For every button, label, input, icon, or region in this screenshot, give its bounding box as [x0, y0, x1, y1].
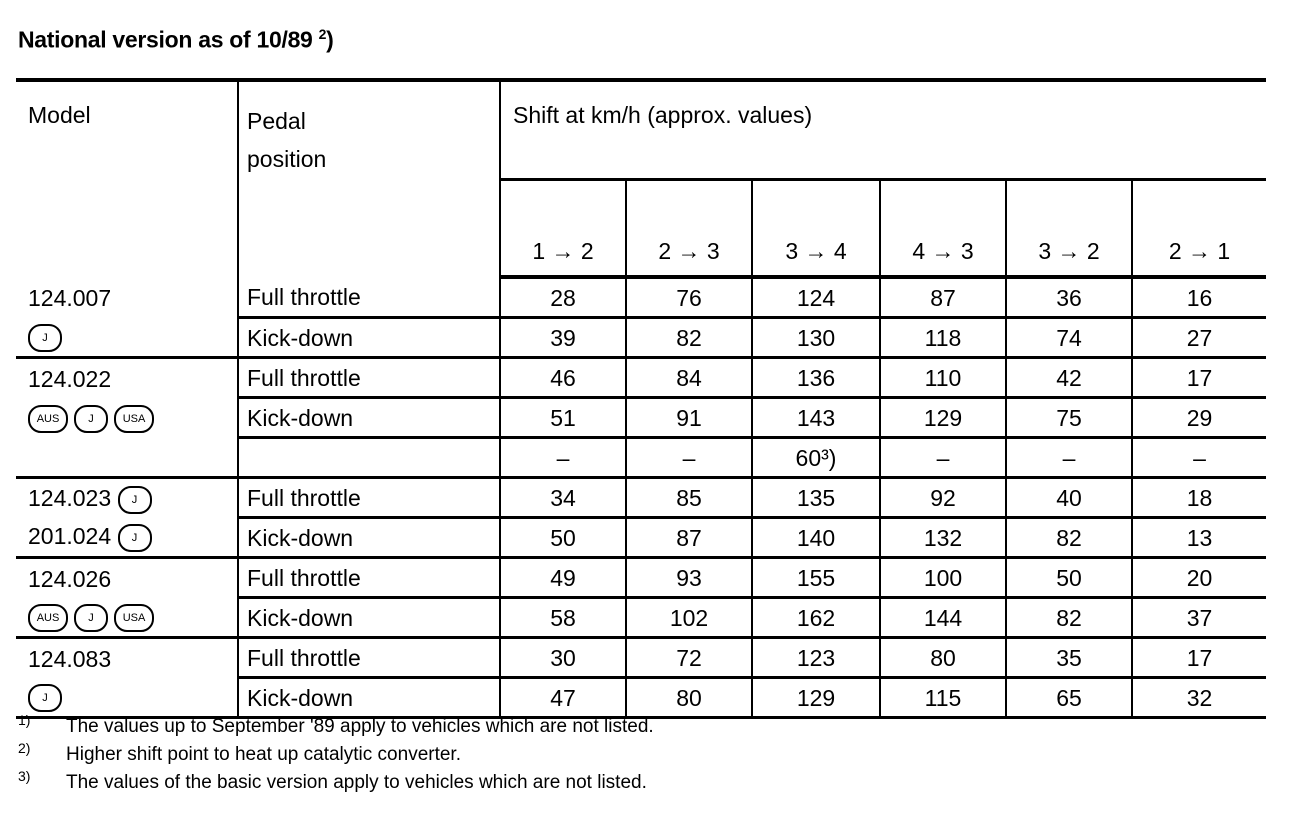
country-badge: AUS	[28, 405, 68, 433]
value-cell: 29	[1132, 398, 1266, 438]
value-cell: 47	[500, 678, 626, 718]
country-badge: J	[74, 604, 108, 632]
value-cell: 75	[1006, 398, 1132, 438]
header-shift-2-3: 2 → 3	[626, 180, 752, 278]
value-cell: 124	[752, 277, 880, 318]
value-cell: 123	[752, 638, 880, 678]
value-cell: 143	[752, 398, 880, 438]
value-cell: 42	[1006, 358, 1132, 398]
model-number: 124.083	[28, 645, 112, 672]
country-badge: J	[118, 524, 152, 552]
pedal-cell	[238, 438, 500, 478]
value-cell: 76	[626, 277, 752, 318]
value-cell: 136	[752, 358, 880, 398]
value-cell: 37	[1132, 598, 1266, 638]
value-cell: 80	[880, 638, 1006, 678]
value-cell: 115	[880, 678, 1006, 718]
table-row	[16, 638, 1266, 678]
value-cell: 155	[752, 558, 880, 598]
value-cell: 58	[500, 598, 626, 638]
value-cell: 13	[1132, 518, 1266, 558]
value-cell: 46	[500, 358, 626, 398]
header-shift: Shift at km/h (approx. values)	[500, 82, 1266, 180]
value-cell: 20	[1132, 558, 1266, 598]
value-cell: 17	[1132, 358, 1266, 398]
value-cell: 132	[880, 518, 1006, 558]
value-cell: 82	[626, 318, 752, 358]
value-cell: –	[1132, 438, 1266, 478]
value-cell: 60³)	[752, 438, 880, 478]
value-cell: 130	[752, 318, 880, 358]
header-shift-2-1: 2 → 1	[1132, 180, 1266, 278]
footnote: 1) The values up to September '89 apply to vehicles which are not listed.	[18, 712, 654, 737]
country-badge: J	[28, 684, 62, 712]
model-cell	[16, 358, 238, 398]
value-cell: 16	[1132, 277, 1266, 318]
value-cell: –	[626, 438, 752, 478]
value-cell: 51	[500, 398, 626, 438]
model-cell	[16, 398, 238, 438]
page-title: National version as of 10/89 $^2$)	[18, 26, 334, 53]
model-cell	[16, 318, 238, 358]
value-cell: 118	[880, 318, 1006, 358]
table-row	[16, 277, 1266, 318]
value-cell: 100	[880, 558, 1006, 598]
value-cell: 30	[500, 638, 626, 678]
pedal-cell: Full throttle	[238, 638, 500, 678]
value-cell: –	[1006, 438, 1132, 478]
value-cell: 35	[1006, 638, 1132, 678]
value-cell: 36	[1006, 277, 1132, 318]
country-badge: USA	[114, 604, 154, 632]
header-pedal: Pedal position	[238, 82, 500, 277]
model-cell	[16, 518, 238, 558]
value-cell: 87	[880, 277, 1006, 318]
table-body	[16, 277, 1266, 718]
table-row	[16, 598, 1266, 638]
header-model: Model	[16, 82, 238, 277]
value-cell: 74	[1006, 318, 1132, 358]
model-cell	[16, 638, 238, 678]
value-cell: 102	[626, 598, 752, 638]
value-cell: 80	[626, 678, 752, 718]
pedal-cell: Full throttle	[238, 358, 500, 398]
model-number: 124.026	[28, 565, 112, 592]
value-cell: 32	[1132, 678, 1266, 718]
model-number: 124.007	[28, 284, 112, 311]
value-cell: 39	[500, 318, 626, 358]
value-cell: 87	[626, 518, 752, 558]
value-cell: 84	[626, 358, 752, 398]
value-cell: 110	[880, 358, 1006, 398]
value-cell: 50	[1006, 558, 1132, 598]
pedal-cell: Kick-down	[238, 678, 500, 718]
model-cell	[16, 478, 238, 518]
header-shift-3-4: 3 → 4	[752, 180, 880, 278]
model-number: 201.024	[28, 523, 112, 550]
value-cell: 162	[752, 598, 880, 638]
shift-table	[16, 78, 1266, 719]
table-row	[16, 518, 1266, 558]
value-cell: 82	[1006, 598, 1132, 638]
value-cell: 129	[880, 398, 1006, 438]
footnote: 2) Higher shift point to heat up catalytic converter.	[18, 740, 461, 765]
value-cell: 72	[626, 638, 752, 678]
table-row	[16, 318, 1266, 358]
value-cell: 40	[1006, 478, 1132, 518]
header-shift-1-2: 1 → 2	[500, 180, 626, 278]
country-badge: AUS	[28, 604, 68, 632]
value-cell: 144	[880, 598, 1006, 638]
value-cell: –	[880, 438, 1006, 478]
value-cell: 49	[500, 558, 626, 598]
value-cell: 93	[626, 558, 752, 598]
table-row	[16, 678, 1266, 718]
model-cell	[16, 277, 238, 318]
model-cell	[16, 558, 238, 598]
table-row	[16, 478, 1266, 518]
country-badge: J	[28, 324, 62, 352]
value-cell: 17	[1132, 638, 1266, 678]
table-row	[16, 438, 1266, 478]
country-badge: J	[74, 405, 108, 433]
model-cell	[16, 438, 238, 478]
country-badge: J	[118, 486, 152, 514]
value-cell: 34	[500, 478, 626, 518]
value-cell: 27	[1132, 318, 1266, 358]
header-shift-3-2: 3 → 2	[1006, 180, 1132, 278]
model-cell	[16, 598, 238, 638]
pedal-cell: Full throttle	[238, 277, 500, 318]
value-cell: 135	[752, 478, 880, 518]
value-cell: 28	[500, 277, 626, 318]
value-cell: 82	[1006, 518, 1132, 558]
value-cell: 92	[880, 478, 1006, 518]
value-cell: 129	[752, 678, 880, 718]
model-number: 124.023	[28, 484, 112, 511]
country-badge: USA	[114, 405, 154, 433]
footnotes	[18, 712, 654, 800]
table-row	[16, 398, 1266, 438]
value-cell: 91	[626, 398, 752, 438]
value-cell: –	[500, 438, 626, 478]
value-cell: 140	[752, 518, 880, 558]
pedal-cell: Full throttle	[238, 478, 500, 518]
pedal-cell: Kick-down	[238, 598, 500, 638]
model-number: 124.022	[28, 365, 112, 392]
table-row	[16, 558, 1266, 598]
pedal-cell: Full throttle	[238, 558, 500, 598]
pedal-cell: Kick-down	[238, 398, 500, 438]
pedal-cell: Kick-down	[238, 318, 500, 358]
pedal-cell: Kick-down	[238, 518, 500, 558]
value-cell: 50	[500, 518, 626, 558]
footnote: 3) The values of the basic version apply to vehicles which are not listed.	[18, 768, 647, 793]
table-row	[16, 358, 1266, 398]
value-cell: 65	[1006, 678, 1132, 718]
value-cell: 85	[626, 478, 752, 518]
value-cell: 18	[1132, 478, 1266, 518]
header-shift-4-3: 4 → 3	[880, 180, 1006, 278]
